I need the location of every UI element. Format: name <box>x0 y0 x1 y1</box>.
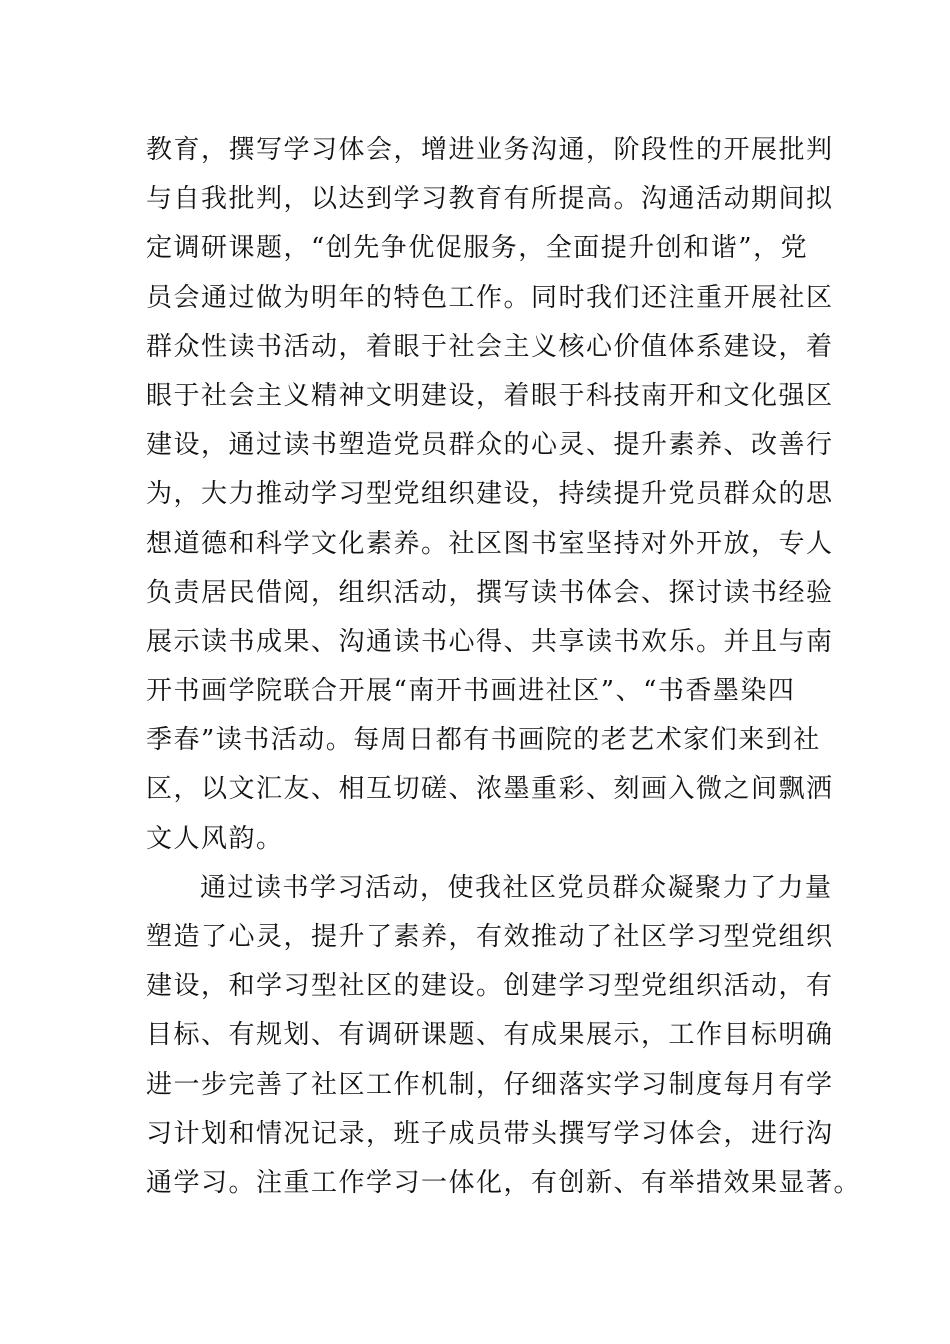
text-line: 为，大力推动学习型党组织建设，持续提升党员群众的思 <box>146 479 834 510</box>
text-line: 员会通过做为明年的特色工作。同时我们还注重开展社区 <box>146 282 834 313</box>
text-line: 与自我批判，以达到学习教育有所提高。沟通活动期间拟 <box>146 184 834 215</box>
text-line: 目标、有规划、有调研课题、有成果展示，工作目标明确 <box>146 1020 834 1051</box>
text-line: 眼于社会主义精神文明建设，着眼于科技南开和文化强区 <box>146 380 834 411</box>
text-line: 想道德和科学文化素养。社区图书室坚持对外开放，专人 <box>146 528 834 559</box>
text-line: 通学习。注重工作学习一体化，有创新、有举措效果显著。 <box>146 1167 862 1198</box>
text-line: 建设，通过读书塑造党员群众的心灵、提升素养、改善行 <box>146 430 834 461</box>
body-text <box>146 126 862 1208</box>
text-line: 进一步完善了社区工作机制，仔细落实学习制度每月有学 <box>146 1069 834 1100</box>
text-line: 区，以文汇友、相互切磋、浓墨重彩、刻画入微之间飘洒 <box>146 774 834 805</box>
text-line: 负责居民借阅，组织活动，撰写读书体会、探讨读书经验 <box>146 577 834 608</box>
text-line: 展示读书成果、沟通读书心得、共享读书欢乐。并且与南 <box>146 626 834 657</box>
text-line: 建设，和学习型社区的建设。创建学习型党组织活动，有 <box>146 971 834 1002</box>
text-line: 塑造了心灵，提升了素养，有效推动了社区学习型党组织 <box>146 922 834 952</box>
text-line: 群众性读书活动，着眼于社会主义核心价值体系建设，着 <box>146 331 834 362</box>
text-line: 文人风韵。 <box>146 823 284 854</box>
text-line: 开书画学院联合开展“南开书画进社区”、“书香墨染四 <box>146 676 796 707</box>
text-line: 通过读书学习活动，使我社区党员群众凝聚力了力量 <box>200 872 833 903</box>
text-line: 习计划和情况记录，班子成员带头撰写学习体会，进行沟 <box>146 1118 834 1149</box>
text-line: 定调研课题，“创先争优促服务，全面提升创和谐”，党 <box>146 233 809 264</box>
text-line: 季春”读书活动。每周日都有书画院的老艺术家们来到社 <box>146 725 821 756</box>
paragraph-1 <box>146 126 834 864</box>
paragraph-2 <box>146 864 862 1208</box>
text-line: 教育，撰写学习体会，增进业务沟通，阶段性的开展批判 <box>146 135 834 165</box>
